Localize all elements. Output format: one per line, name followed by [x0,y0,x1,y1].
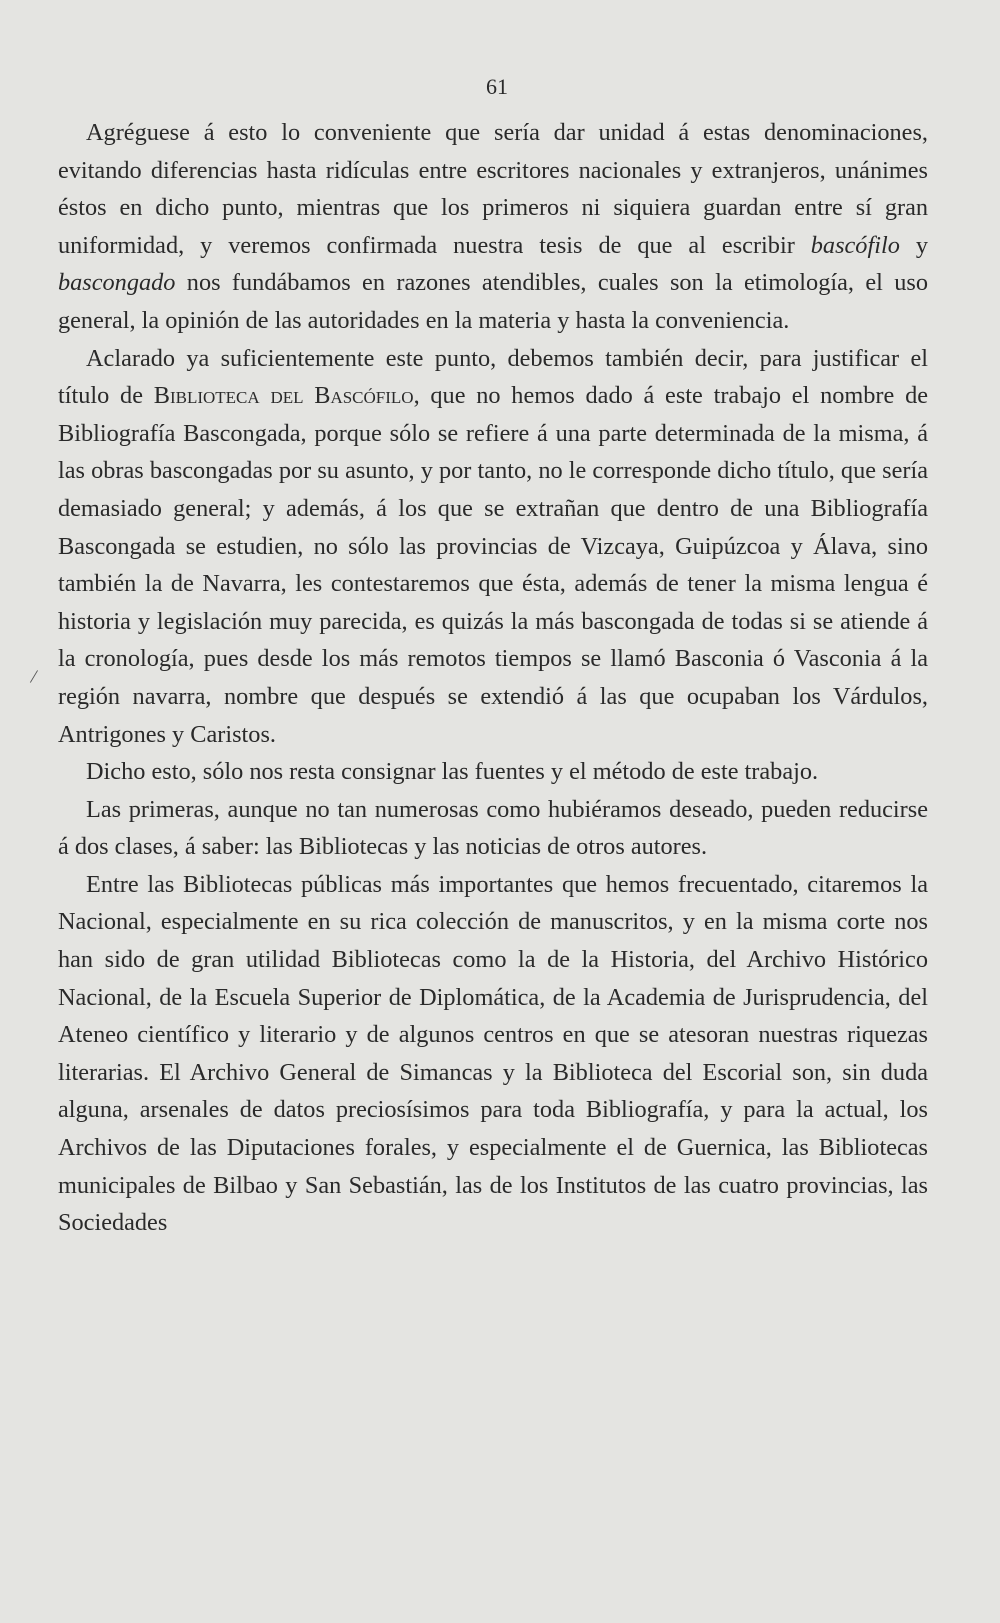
paragraph-1-text-end: nos fundábamos en razones atendibles, cuales son la etimología, el uso general, la opinión de las autoridades en la materia y hasta la conveniencia. [58,269,928,334]
body-text [58,114,928,1242]
paragraph-1 [58,114,928,340]
paragraph-3: Dicho esto, sólo nos resta consignar las fuentes y el método de este trabajo. [86,758,819,786]
paragraph-2-text-end: , que no hemos dado á este trabajo el nombre de Bibliografía Bascongada, porque sólo se refiere á una parte determinada de la misma, á las obras bascongadas por su asunto, y por tanto, no le corresponde dicho título, que sería demasiado general; y además, á los que se extrañan que dentro de una Bibliografía Bascongada se estudien, no sólo las provincias de Vizcaya, Guipúzcoa y Álava, sino también la de Navarra, les contestaremos que ésta, además de tener la misma lengua é historia y legislación muy parecida, es quizás la más bascongada de todas si se atiende á la cronología, pues desde los más remotos tiempos se llamó Basconia ó Vasconia á la región navarra, nombre que después se extendió á las que ocupaban los Várdulos, Antrigones y Caristos. [58,382,929,748]
paragraph-2 [58,340,928,754]
page-number: 61 [486,74,508,99]
italic-term-bascofilo: bascófilo [810,231,900,259]
margin-pencil-mark: / [28,665,39,689]
book-title-small-caps: Biblioteca del Bascófilo [153,382,414,410]
paragraph-1-text-start: Agréguese á esto lo conveniente que sería dar unidad á estas denominaciones, evitando diferencias hasta ridículas entre escritores nacionales y extranjeros, unánimes éstos en dicho punto, mientras que los primeros ni siquiera guardan entre sí gran uniformidad, y veremos confirmada nuestra tesis de que al escribir [58,119,928,259]
italic-term-bascongado: bascongado [58,269,176,297]
paragraph-1-connector: y [899,231,928,259]
paragraph-2-text-start: Aclarado ya suficientemente este punto, debemos también decir, para justificar el título de [58,344,928,410]
paragraph-5: Entre las Bibliotecas públicas más importantes que hemos frecuentado, citaremos la Nacional, especialmente en su rica colección de manuscritos, y en la misma corte nos han sido de gran utilidad Bibliotecas como la de la Historia, del Archivo Histórico Nacional, de la Escuela Superior de Diplomática, de la Academia de Jurisprudencia, del Ateneo científico y literario y de algunos centros en que se atesoran nuestras riquezas literarias. El Archivo General de Simancas y la Biblioteca del Escorial son, sin duda alguna, arsenales de datos preciosísimos para toda Bibliografía, y para la actual, los Archivos de las Diputaciones forales, y especialmente el de Guernica, las Bibliotecas municipales de Bilbao y San Sebastián, las de los Institutos de las cuatro provincias, las Sociedades [58,870,928,1237]
paragraph-4: Las primeras, aunque no tan numerosas como hubiéramos deseado, pueden reducirse á dos clases, á saber: las Bibliotecas y las noticias de otros autores. [58,795,928,861]
